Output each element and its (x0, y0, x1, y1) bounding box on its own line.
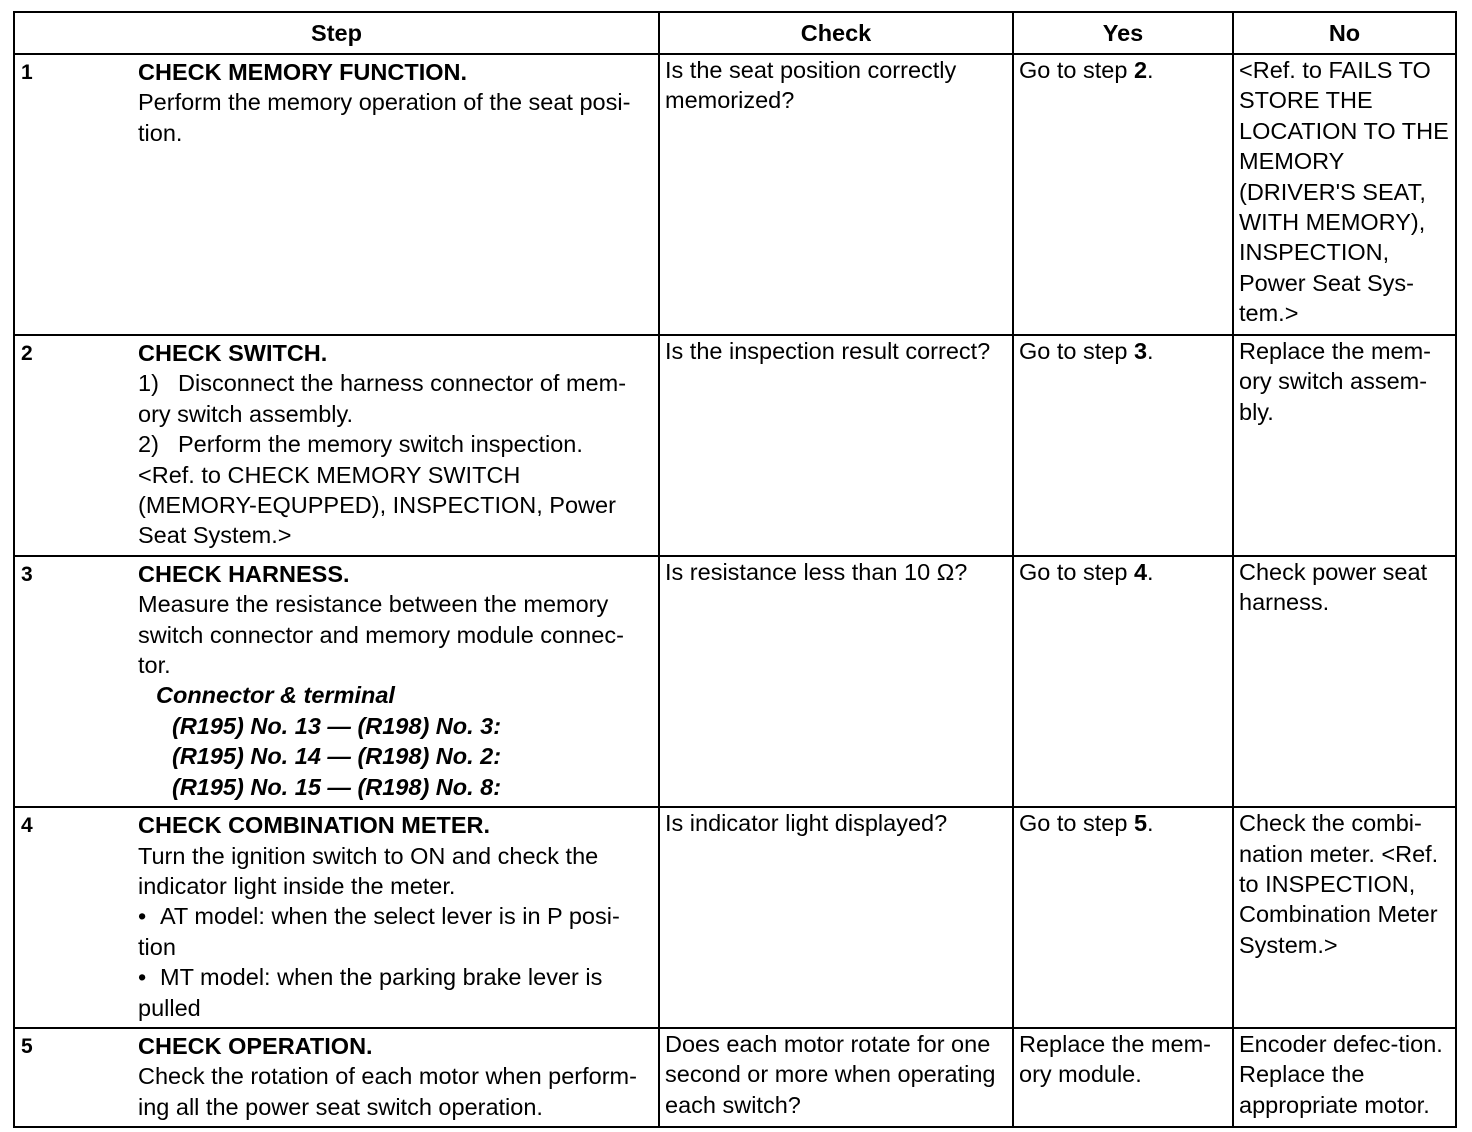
header-check: Check (659, 12, 1013, 54)
step-text-line: ing all the power seat switch operation. (138, 1093, 543, 1120)
step-title: CHECK COMBINATION METER. (138, 812, 491, 839)
yes-step-number: 2 (1133, 57, 1148, 83)
yes-step-number: 3 (1133, 338, 1148, 364)
yes-text: Go to step (1019, 57, 1134, 83)
terminal-line: (R195) No. 15 — (R198) No. 8: (172, 773, 502, 800)
step-item (138, 368, 654, 398)
step-text-line: Perform the memory operation of the seat posi- (138, 89, 631, 116)
header-yes: Yes (1013, 12, 1233, 54)
yes-cell: Replace the mem-ory module. (1013, 1028, 1233, 1127)
no-cell: Check the combi-nation meter. <Ref. to INSPECTION, Combination Meter System.> (1233, 807, 1456, 1028)
step-number: 2 (21, 342, 33, 365)
header-row (14, 12, 1456, 54)
step-text-line: Turn the ignition switch to ON and check the (138, 842, 599, 869)
step-cell (14, 335, 659, 556)
step-cell (14, 556, 659, 807)
step-title: CHECK OPERATION. (138, 1032, 373, 1059)
step-item (138, 429, 654, 459)
table-row (14, 556, 1456, 807)
yes-cell (1013, 807, 1233, 1028)
yes-text: Go to step (1019, 558, 1134, 585)
bullet-text: AT model: when the select lever is in P posi- (160, 903, 620, 930)
yes-step-number: 4 (1133, 558, 1148, 585)
yes-cell (1013, 54, 1233, 335)
yes-text: Go to step (1019, 338, 1134, 364)
yes-cell (1013, 556, 1233, 807)
terminal-line: (R195) No. 14 — (R198) No. 2: (172, 743, 502, 770)
table-row (14, 807, 1456, 1028)
no-cell: Check power seat harness. (1233, 556, 1456, 807)
no-cell: Encoder defec-tion. Replace the appropriate motor. (1233, 1028, 1456, 1127)
item-text: Disconnect the harness connector of mem- (178, 370, 627, 397)
bullet-continuation: pulled (138, 994, 201, 1021)
check-cell: Is resistance less than 10 Ω? (659, 556, 1013, 807)
yes-text-end: . (1147, 810, 1154, 837)
item-marker: 1) (138, 370, 159, 397)
step-text-line: indicator light inside the meter. (138, 872, 456, 899)
item-text: Perform the memory switch inspection. (178, 431, 583, 458)
check-cell: Is the seat position correctly memorized? (659, 54, 1013, 335)
step-cell (14, 807, 659, 1028)
check-cell: Does each motor rotate for one second or more when operating each switch? (659, 1028, 1013, 1127)
step-title: CHECK HARNESS. (138, 560, 350, 587)
step-text-line: tion. (138, 119, 183, 146)
check-cell: Is indicator light displayed? (659, 807, 1013, 1028)
step-text-line: Seat System.> (138, 522, 292, 549)
step-title: CHECK SWITCH. (138, 340, 328, 366)
item-marker: 2) (138, 431, 159, 458)
step-text-line: tor. (138, 652, 171, 679)
step-title: CHECK MEMORY FUNCTION. (138, 59, 467, 85)
step-text-line: ory switch assembly. (138, 400, 354, 427)
table-row (14, 335, 1456, 556)
table-row (14, 54, 1456, 335)
yes-step-number: 5 (1133, 810, 1148, 837)
step-text-line: Measure the resistance between the memory (138, 591, 609, 618)
step-cell (14, 1028, 659, 1127)
bullet-text: MT model: when the parking brake lever is (160, 964, 603, 991)
step-number: 1 (21, 61, 33, 84)
step-number: 4 (21, 814, 33, 838)
step-number: 3 (21, 562, 33, 586)
step-cell (14, 54, 659, 335)
connector-heading: Connector & terminal (156, 682, 395, 709)
bullet-marker: • (138, 964, 147, 991)
diagnostic-table (13, 11, 1457, 1128)
yes-text-end: . (1147, 558, 1154, 585)
step-number: 5 (21, 1034, 33, 1058)
yes-text: Go to step (1019, 810, 1134, 837)
bullet-continuation: tion (138, 933, 176, 960)
step-text-line: Check the rotation of each motor when perform- (138, 1063, 637, 1090)
header-step: Step (14, 12, 659, 54)
table-row (14, 1028, 1456, 1127)
step-text-line: (MEMORY-EQUPPED), INSPECTION, Power (138, 492, 616, 519)
bullet-item (138, 962, 654, 992)
yes-text-end: . (1147, 338, 1154, 364)
bullet-marker: • (138, 903, 147, 930)
no-cell: <Ref. to FAILS TO STORE THE LOCATION TO THE MEMORY (DRIVER'S SEAT, WITH MEMORY), INSPECTION, Power Seat Sys-tem.> (1233, 54, 1456, 335)
header-no: No (1233, 12, 1456, 54)
yes-text-end: . (1147, 57, 1154, 83)
yes-cell (1013, 335, 1233, 556)
step-text-line: <Ref. to CHECK MEMORY SWITCH (138, 461, 521, 488)
no-cell: Replace the mem-ory switch assem-bly. (1233, 335, 1456, 556)
bullet-item (138, 901, 654, 931)
check-cell: Is the inspection result correct? (659, 335, 1013, 556)
step-text-line: switch connector and memory module connec- (138, 621, 624, 648)
terminal-line: (R195) No. 13 — (R198) No. 3: (172, 712, 502, 739)
